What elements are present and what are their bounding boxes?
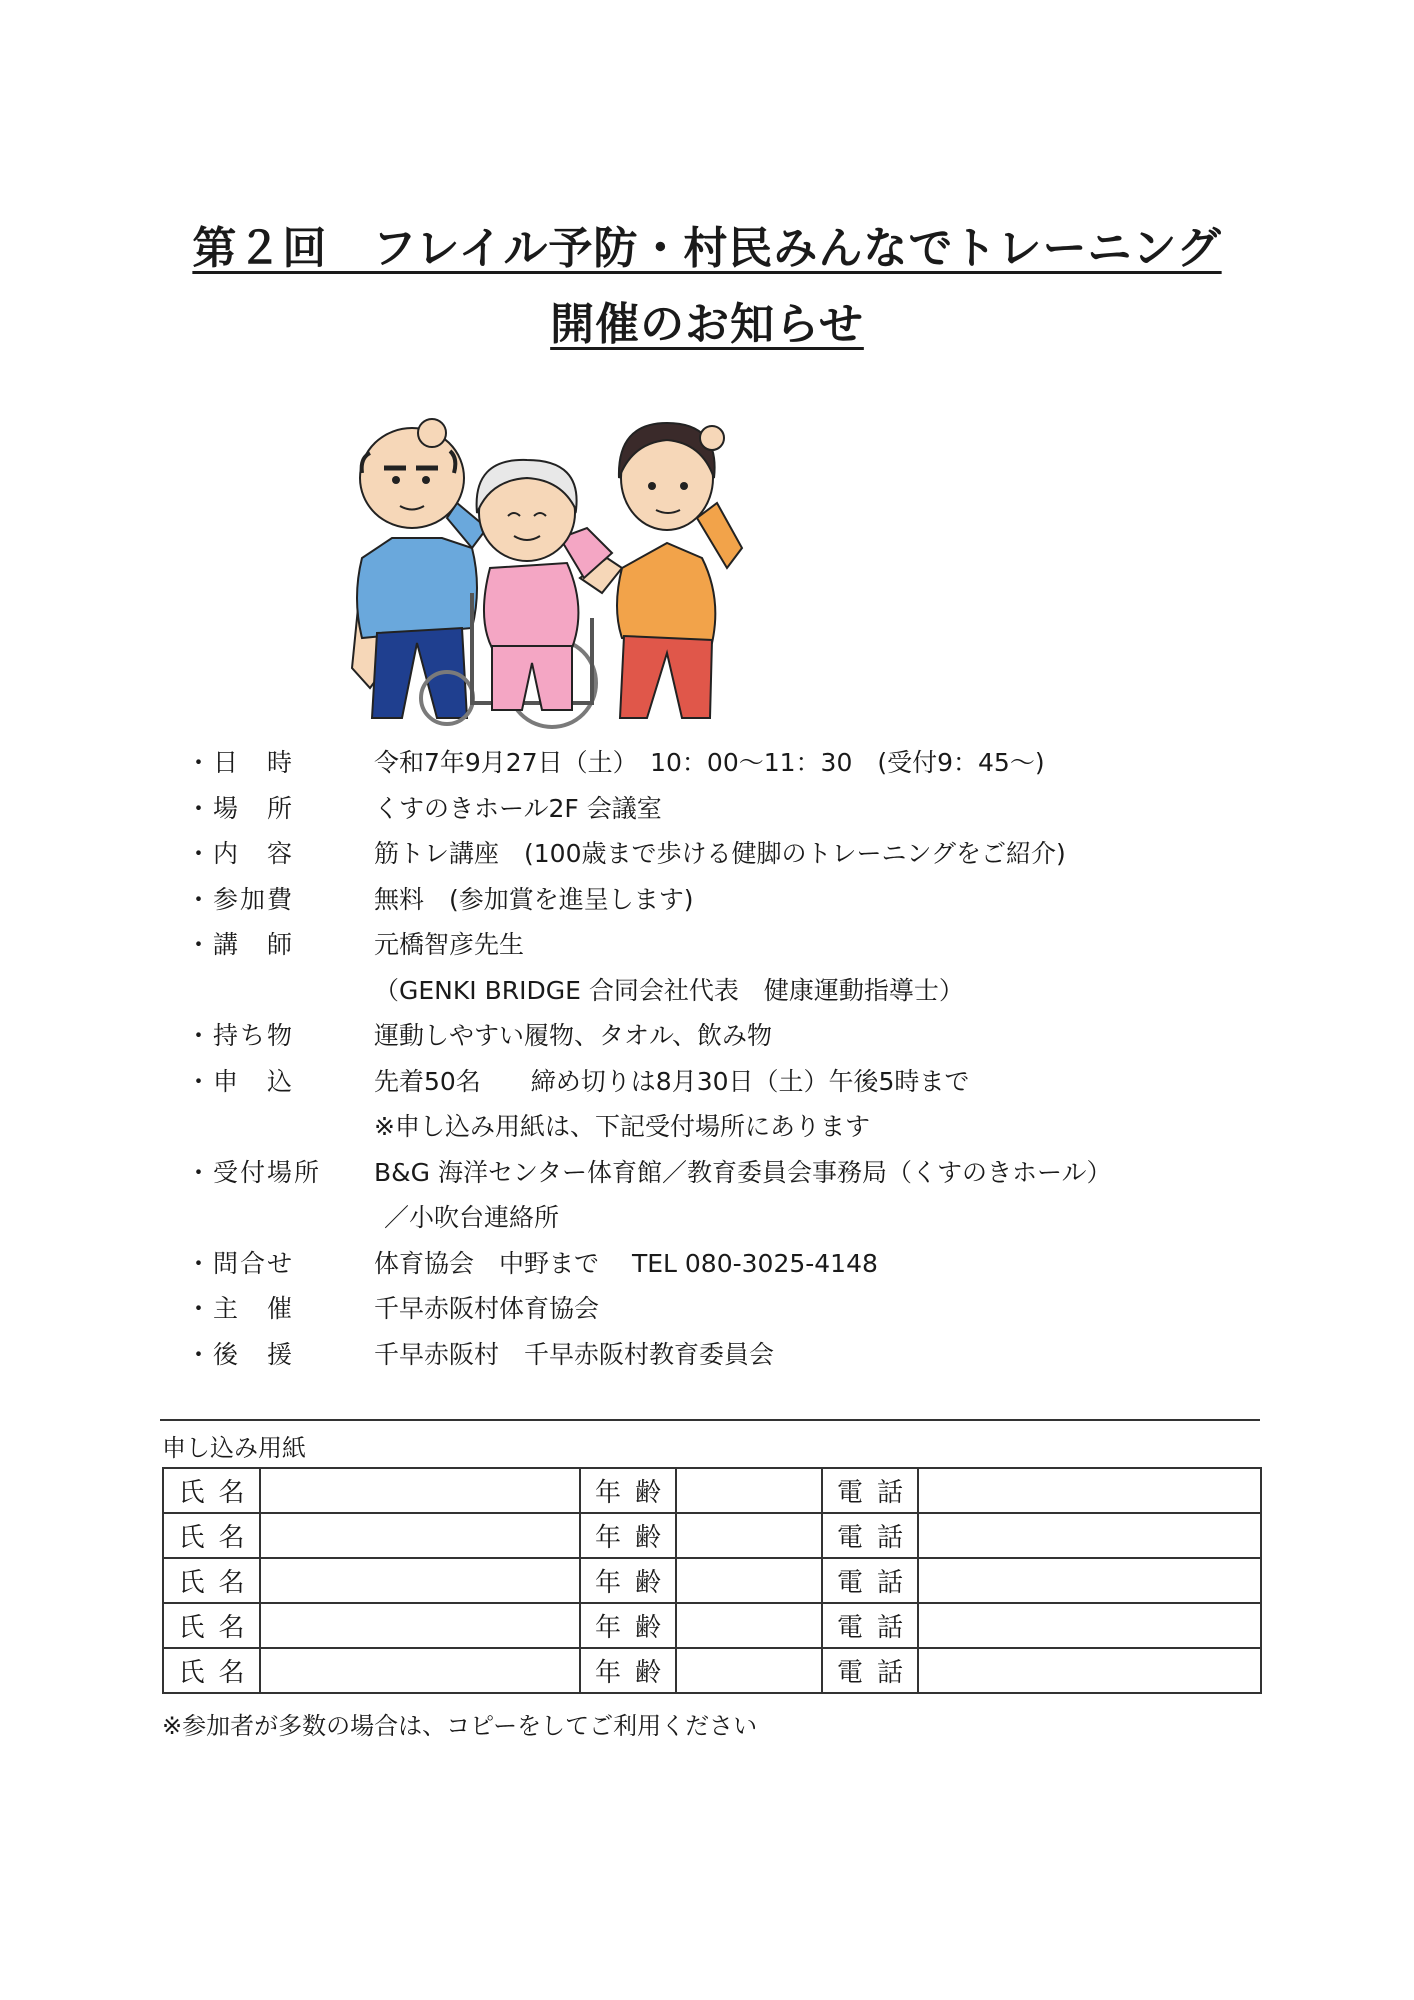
detail-row-organizer	[186, 1286, 1286, 1332]
title-line-2: 開催のお知らせ	[550, 299, 864, 350]
detail-row-content	[186, 831, 1286, 877]
form-divider	[160, 1419, 1260, 1421]
name-field[interactable]	[260, 1468, 580, 1513]
age-field[interactable]	[676, 1648, 822, 1693]
name-field[interactable]	[260, 1513, 580, 1558]
application-form-table	[162, 1467, 1262, 1694]
detail-label: ・場 所	[186, 793, 295, 823]
detail-row-sponsor	[186, 1332, 1286, 1378]
age-label: 年齢	[580, 1468, 676, 1513]
phone-label: 電話	[822, 1468, 918, 1513]
phone-field[interactable]	[918, 1513, 1261, 1558]
form-row	[163, 1468, 1261, 1513]
detail-value: 千早赤阪村 千早赤阪村教育委員会	[374, 1339, 775, 1369]
name-label: 氏名	[163, 1603, 260, 1648]
detail-row-place	[186, 786, 1286, 832]
age-label: 年齢	[580, 1603, 676, 1648]
detail-value: 令和7年9月27日（土） 10：00～11：30 (受付9：45～)	[374, 748, 1045, 777]
phone-field[interactable]	[918, 1603, 1261, 1648]
detail-value: （GENKI BRIDGE 合同会社代表 健康運動指導士）	[374, 975, 964, 1005]
name-label: 氏名	[163, 1648, 260, 1693]
phone-field[interactable]	[918, 1558, 1261, 1603]
age-label: 年齢	[580, 1648, 676, 1693]
form-row	[163, 1603, 1261, 1648]
detail-label: ・受付場所	[186, 1157, 322, 1187]
detail-row-reception	[186, 1150, 1286, 1196]
name-label: 氏名	[163, 1513, 260, 1558]
detail-label: ・持ち物	[186, 1021, 295, 1050]
detail-row-reception-cont	[186, 1195, 1286, 1241]
age-field[interactable]	[676, 1513, 822, 1558]
detail-row-instructor-title	[186, 968, 1286, 1014]
detail-label: ・参加費	[186, 884, 295, 914]
phone-label: 電話	[822, 1648, 918, 1693]
detail-label: ・内 容	[186, 839, 295, 868]
detail-value: 運動しやすい履物、タオル、飲み物	[374, 1021, 773, 1050]
phone-field[interactable]	[918, 1648, 1261, 1693]
age-field[interactable]	[676, 1468, 822, 1513]
detail-label: ・申 込	[186, 1066, 295, 1096]
detail-row-fee	[186, 877, 1286, 923]
event-details	[186, 740, 1286, 1377]
age-field[interactable]	[676, 1558, 822, 1603]
detail-label: ・後 援	[186, 1339, 295, 1369]
man-figure	[352, 419, 487, 718]
name-label: 氏名	[163, 1558, 260, 1603]
age-field[interactable]	[676, 1603, 822, 1648]
detail-value: 千早赤阪村体育協会	[374, 1294, 600, 1323]
name-field[interactable]	[260, 1558, 580, 1603]
title-line-1: 第２回 フレイル予防・村民みんなでトレーニング	[192, 223, 1222, 274]
phone-label: 電話	[822, 1558, 918, 1603]
name-label: 氏名	[163, 1468, 260, 1513]
name-field[interactable]	[260, 1648, 580, 1693]
name-field[interactable]	[260, 1603, 580, 1648]
phone-label: 電話	[822, 1603, 918, 1648]
detail-row-instructor	[186, 922, 1286, 968]
detail-row-application	[186, 1059, 1286, 1105]
detail-value: ※申し込み用紙は、下記受付場所にあります	[374, 1112, 870, 1141]
detail-value: B&G 海洋センター体育館／教育委員会事務局（くすのきホール）	[374, 1157, 1112, 1187]
detail-row-application-note	[186, 1104, 1286, 1150]
age-label: 年齢	[580, 1513, 676, 1558]
detail-label: ・日 時	[186, 748, 295, 777]
form-row	[163, 1513, 1261, 1558]
form-heading: 申し込み用紙	[162, 1434, 306, 1462]
form-row	[163, 1648, 1261, 1693]
copy-note: ※参加者が多数の場合は、コピーをしてご利用ください	[162, 1712, 758, 1740]
detail-value: 元橋智彦先生	[374, 930, 525, 959]
detail-value: 体育協会 中野まで TEL 080-3025-4148	[374, 1248, 878, 1278]
detail-label: ・主 催	[186, 1294, 295, 1323]
detail-value: 無料 (参加賞を進呈します)	[374, 884, 694, 914]
elderly-exercise-illustration-icon	[322, 418, 772, 730]
detail-value: くすのきホール2F 会議室	[374, 793, 662, 823]
age-label: 年齢	[580, 1558, 676, 1603]
phone-label: 電話	[822, 1513, 918, 1558]
detail-row-contact	[186, 1241, 1286, 1287]
woman-figure	[580, 423, 742, 718]
detail-label: ・講 師	[186, 930, 295, 959]
detail-value: 先着50名 締め切りは8月30日（土）午後5時まで	[374, 1066, 970, 1096]
detail-row-date	[186, 740, 1286, 786]
form-row	[163, 1558, 1261, 1603]
detail-value: ／小吹台連絡所	[384, 1203, 560, 1232]
phone-field[interactable]	[918, 1468, 1261, 1513]
detail-row-items	[186, 1013, 1286, 1059]
detail-label: ・問合せ	[186, 1248, 295, 1278]
detail-value: 筋トレ講座 (100歳まで歩ける健脚のトレーニングをご紹介)	[374, 839, 1066, 868]
